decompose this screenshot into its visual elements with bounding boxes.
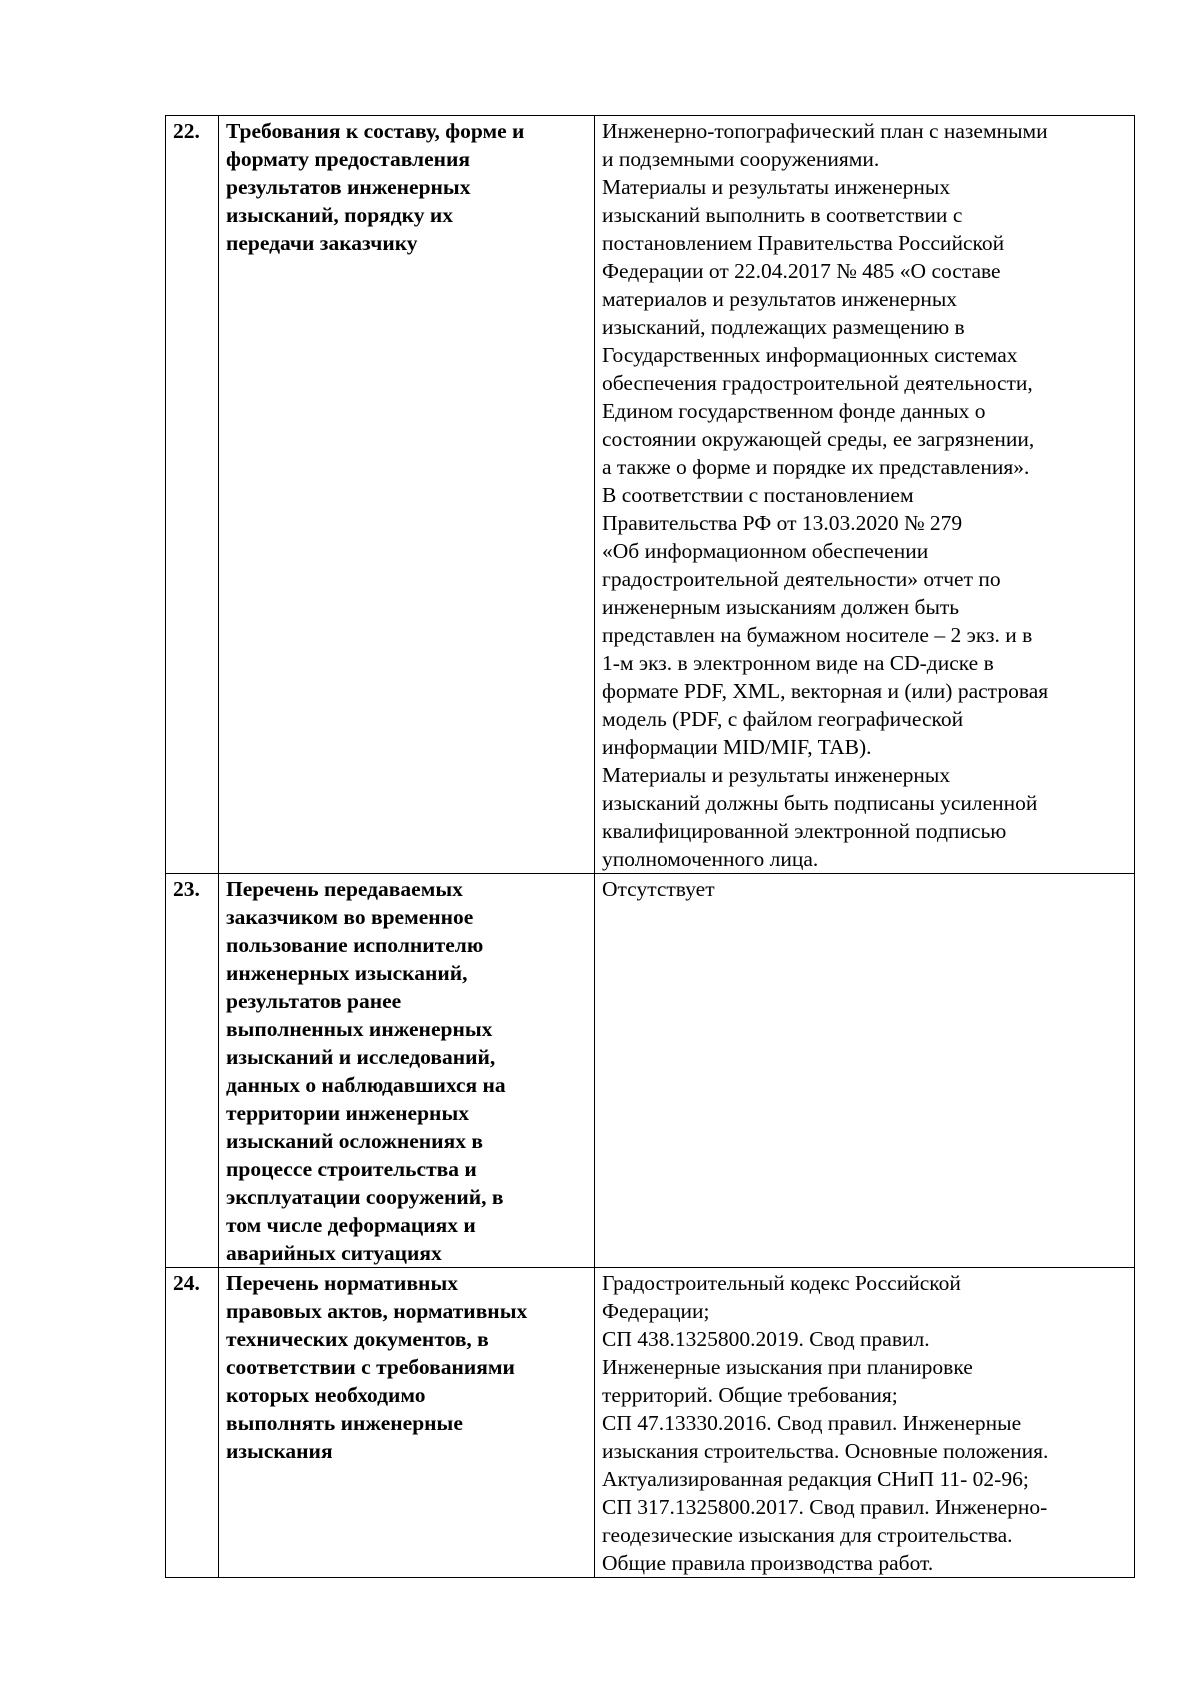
row-title [219,116,595,874]
title-line: аварийных ситуациях [226,1241,442,1265]
table-row-24 [166,1268,1135,1578]
content-line: 1-м экз. в электронном виде на CD-диске в [602,651,994,675]
content-line: обеспечения градостроительной деятельности, [602,371,1033,395]
title-line: пользование исполнителю [226,933,484,957]
content-line: инженерным изысканиям должен быть [602,595,960,619]
title-line: результатов инженерных [226,175,471,199]
content-line: состоянии окружающей среды, ее загрязнении, [602,427,1035,451]
content-line: Федерации; [602,1299,710,1323]
title-line: соответствии с требованиями [226,1355,515,1379]
title-line: эксплуатации сооружений, в [226,1185,504,1209]
content-line: изысканий, подлежащих размещению в [602,315,965,339]
content-line: изысканий выполнить в соответствии с [602,203,963,227]
content-line: геодезические изыскания для строительства. [602,1523,1013,1547]
content-line: Инженерно-топографический план с наземными [602,119,1048,143]
content-line: Материалы и результаты инженерных [602,175,951,199]
title-line: правовых актов, нормативных [226,1299,528,1323]
content-line: изысканий должны быть подписаны усиленной [602,791,1038,815]
requirements-table [165,115,1135,1578]
content-line: Актуализированная редакция СНиП 11- 02-96; [602,1467,1029,1491]
content-line: изыскания строительства. Основные положения. [602,1439,1049,1463]
title-line: технических документов, в [226,1327,489,1351]
title-line: инженерных изысканий, [226,961,468,985]
content-line: материалов и результатов инженерных [602,287,958,311]
content-line: и подземными сооружениями. [602,147,880,171]
content-line: а также о форме и порядке их представления». [602,455,1030,479]
content-line: представлен на бумажном носителе – 2 экз. и в [602,623,1033,647]
content-line: территорий. Общие требования; [602,1383,898,1407]
content-line: Федерации от 22.04.2017 № 485 «О составе [602,259,1001,283]
content-line: СП 438.1325800.2019. Свод правил. [602,1327,930,1351]
content-line: «Об информационном обеспечении [602,539,929,563]
title-line: заказчиком во временное [226,905,474,929]
content-line: Градостроительный кодекс Российской [602,1271,961,1295]
content-line: СП 47.13330.2016. Свод правил. Инженерные [602,1411,1022,1435]
content-line: уполномоченного лица. [602,847,819,871]
content-line: квалифицированной электронной подписью [602,819,1007,843]
content-line: В соответствии с постановлением [602,483,914,507]
content-line: Правительства РФ от 13.03.2020 № 279 [602,511,963,535]
content-line: СП 317.1325800.2017. Свод правил. Инженерно- [602,1495,1048,1519]
content-line: Материалы и результаты инженерных [602,763,951,787]
content-line: Общие правила производства работ. [602,1551,934,1575]
row-content [595,874,1135,1268]
content-line: модель (PDF, с файлом географической [602,707,964,731]
title-line: формату предоставления [226,147,471,171]
content-line: формате PDF, XML, векторная и (или) растровая [602,679,1049,703]
title-line: изыскания [226,1439,333,1463]
content-line: градостроительной деятельности» отчет по [602,567,1001,591]
title-line: Перечень передаваемых [226,877,463,901]
content-line: Государственных информационных системах [602,343,1018,367]
title-line: изысканий осложнениях в [226,1129,483,1153]
title-line: данных о наблюдавшихся на [226,1073,506,1097]
title-line: том числе деформациях и [226,1213,476,1237]
title-line: выполненных инженерных [226,1017,493,1041]
title-line: Перечень нормативных [226,1271,458,1295]
title-line: которых необходимо [226,1383,426,1407]
title-line: передачи заказчику [226,231,418,255]
row-content [595,1268,1135,1578]
row-content [595,116,1135,874]
table-row-22 [166,116,1135,874]
row-number: 23. [166,874,219,1268]
title-line: изысканий и исследований, [226,1045,496,1069]
content-line: Отсутствует [602,877,715,901]
content-line: постановлением Правительства Российской [602,231,1005,255]
title-line: выполнять инженерные [226,1411,463,1435]
title-line: Требования к составу, форме и [226,119,525,143]
content-line: Едином государственном фонде данных о [602,399,986,423]
content-line: информации MID/MIF, TAB). [602,735,872,759]
title-line: территории инженерных [226,1101,469,1125]
row-number: 24. [166,1268,219,1578]
title-line: результатов ранее [226,989,402,1013]
row-title [219,1268,595,1578]
title-line: изысканий, порядку их [226,203,454,227]
table-row-23 [166,874,1135,1268]
row-title [219,874,595,1268]
row-number: 22. [166,116,219,874]
requirements-table-body [166,116,1135,1578]
content-line: Инженерные изыскания при планировке [602,1355,973,1379]
title-line: процессе строительства и [226,1157,477,1181]
